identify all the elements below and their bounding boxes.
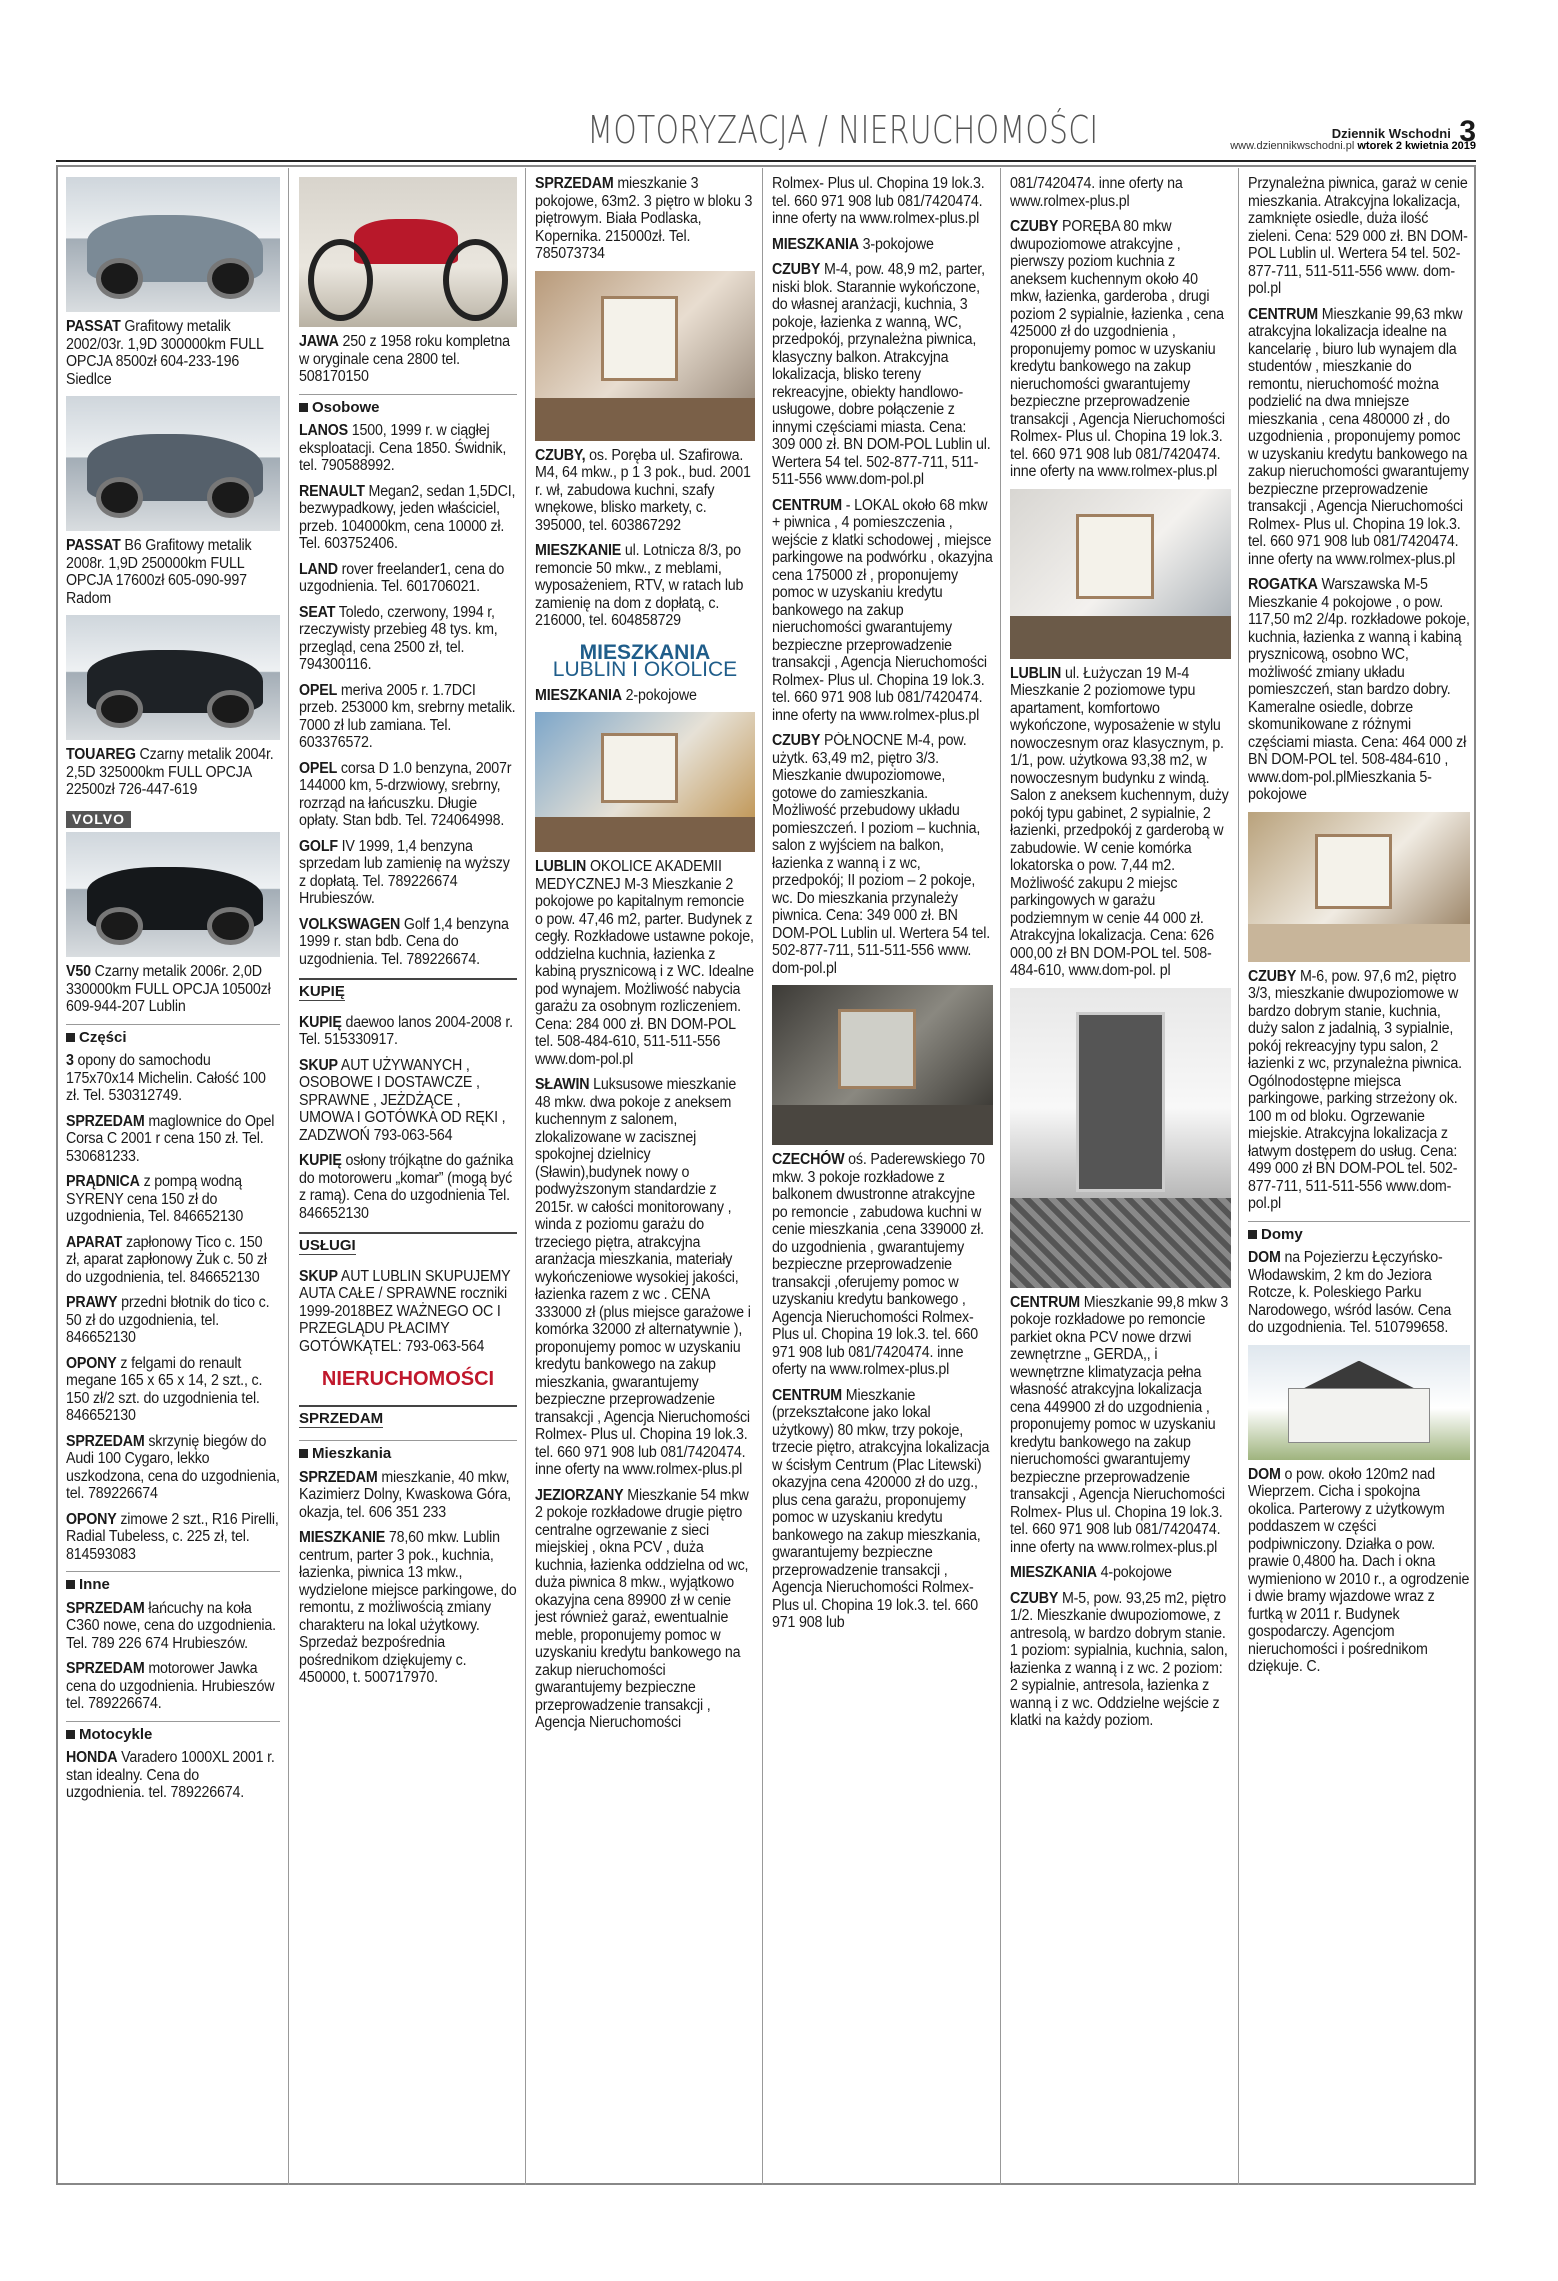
square-bullet-icon	[1248, 1230, 1257, 1239]
column-2	[297, 175, 519, 2185]
category-heading: Domy	[1248, 1221, 1470, 1244]
listing-ad: HONDA Varadero 1000XL 2001 r. stan idealny. Cena do uzgodnienia. tel. 789226674.	[66, 1749, 275, 1801]
apartment-photo	[772, 985, 993, 1145]
listing-ad: V50 Czarny metalik 2006r. 2,0D 330000km FULL OPCJA 10500zł 609-944-207 Lublin	[66, 963, 271, 1015]
listing-ad: CZUBY, os. Poręba ul. Szafirowa. M4, 64 mkw., p 1 3 pok., bud. 2001 r. wł, zabudowa kuchni, szafy wnękowe, blisko markety, c. 395000, tel. 603867292	[535, 446, 751, 534]
listing-ad: Rolmex- Plus ul. Chopina 19 lok.3. tel. 660 971 908 lub 081/7420474. inne oferty na www.rolmex-plus.pl	[772, 175, 985, 227]
column-3	[533, 175, 757, 2185]
section-heading-flats: MIESZKANIA LUBLIN I OKOLICE	[552, 640, 738, 681]
listing-ad: Przynależna piwnica, garaż w cenie mieszkania. Atrakcyjna lokalizacja, zamknięte osiedle, duża ilość zieleni. Cena: 529 000 zł. BN DOM-POL Lublin ul. Wertera 54 tel. 502-877-711, 511-511-556 www. dom-pol.pl	[1248, 175, 1468, 297]
column-6	[1246, 175, 1472, 2185]
header-rule	[56, 160, 1476, 162]
listing-ad: VOLKSWAGEN Golf 1,4 benzyna 1999 r. stan bdb. Cena do uzgodnienia. Tel. 789226674.	[299, 915, 509, 968]
listing-ad: SKUP AUT UŻYWANYCH , OSOBOWE I DOSTAWCZE , SPRAWNE , JEŻDŻĄCE , UMOWA I GOTÓWKA OD RĘKI , ZADZWOŃ 793-063-564	[299, 1056, 506, 1144]
column-5	[1008, 175, 1233, 2185]
listing-ad: SŁAWIN Luksusowe mieszkanie 48 mkw. dwa pokoje z aneksem kuchennym z salonem, zlokalizowane w zacisznej spokojnej dzielnicy (Sławin),budynek nowy o podwyższonym standardzie z 2015r. w całości monitorowany , winda z poziomu garażu do trzeciego piętra, atrakcyjna aranżacja mieszkania, materiały wykończeniowe wysokiej jakości, łazienka razem z wc . CENA 333000 zł (plus miejsce garażowe i komórka 32000 zł alternatywnie ), proponujemy pomoc w uzyskaniu kredytu bankowego na zakup mieszkania, gwarantujemy bezpieczne przeprowadzenie transakcji , Agencja Nieruchomości Rolmex- Plus ul. Chopina 19 lok.3. tel. 660 971 908 lub 081/7420474. inne oferty na www.rolmex-plus.pl	[535, 1076, 751, 1478]
listing-ad: CZUBY M-4, pow. 48,9 m2, parter, niski blok. Starannie wykończone, do własnej aranżacji, kuchnia, 3 pokoje, łazienka z wanną, WC, przedpokój, przynależna piwnica, klasyczny balkon. Atrakcyjna lokalizacja, blisko tereny rekreacyjne, obiekty handlowo-usługowe, dobre połączenie z innymi częściami miasta. Cena: 309 000 zł. BN DOM-POL Lublin ul. Wertera 54 tel. 502-877-711, 511-511-556 www.dom-pol.pl	[772, 261, 991, 488]
paper-info	[1230, 112, 1476, 152]
listing-ad: SPRZEDAM mieszkanie, 40 mkw, Kazimierz Dolny, Kwaskowa Góra, okazja, tel. 606 351 233	[299, 1468, 511, 1521]
listing-ad: CENTRUM Mieszkanie 99,63 mkw atrakcyjna lokalizacja idealne na kancelarię , biuro lub wynajem dla studentów , mieszkanie do remontu, nieruchomość można podzielić na dwa mniejsze mieszkania , cena 480000 zł , do uzgodnienia , proponujemy pomoc w uzyskaniu kredytu bankowego na zakup nieruchomości gwarantujemy bezpieczne przeprowadzenie transakcji , Agencja Nieruchomości Rolmex- Plus ul. Chopina 19 lok.3. tel. 660 971 908 lub 081/7420474. inne oferty na www.rolmex-plus.pl	[1248, 305, 1469, 568]
square-bullet-icon	[299, 403, 308, 412]
listing-ad: SPRZEDAM maglownice do Opel Corsa C 2001 r cena 150 zł. Tel. 530681233.	[66, 1112, 275, 1165]
listing-ad: KUPIĘ daewoo lanos 2004-2008 r. Tel. 515330917.	[299, 1013, 513, 1048]
listing-ad: SPRZEDAM motorower Jawka cena do uzgodnienia. Hrubieszów tel. 789226674.	[66, 1660, 275, 1712]
listing-ad: SPRZEDAM skrzynię biegów do Audi 100 Cygaro, lekko uszkodzona, cena do uzgodnienia, tel. 789226674	[66, 1432, 280, 1502]
listing-ad: 081/7420474. inne oferty na www.rolmex-plus.pl	[1010, 175, 1183, 210]
square-bullet-icon	[66, 1580, 75, 1589]
listing-ad: CZUBY PÓŁNOCNE M-4, pow. użytk. 63,49 m2, piętro 3/3. Mieszkanie dwupoziomowe, gotowe do zamieszkania. Możliwość przebudowy układu pomieszczeń. I poziom – kuchnia, salon z wyjściem na balkon, łazienka z wanną i z wc, przedpokój; II poziom – 2 pokoje, wc. Do mieszkania przynależy piwnica. Cena: 349 000 zł. BN DOM-POL Lublin ul. Wertera 54 tel. 502-877-711, 511-511-556 www. dom-pol.pl	[772, 732, 991, 977]
section-heading-real-estate: NIERUCHOMOŚCI	[321, 1368, 495, 1390]
column-separator	[1000, 168, 1001, 2185]
column-separator	[525, 168, 526, 2185]
listing-ad: CZECHÓW oś. Paderewskiego 70 mkw. 3 pokoje rozkładowe z balkonem dwustronne atrakcyjne po remoncie , zabudowa kuchni w cenie mieszkania ,cena 339000 zł. do uzgodnienia , gwarantujemy bezpieczne przeprowadzenie transakcji ,oferujemy pomoc w uzyskaniu kredytu bankowego , Agencja Nieruchomości Rolmex- Plus ul. Chopina 19 lok.3. tel. 660 971 908 lub 081/7420474. inne oferty na www.rolmex-plus.pl	[772, 1151, 985, 1378]
apartment-photo	[535, 712, 755, 852]
column-separator	[762, 168, 763, 2185]
motorcycle-photo	[299, 177, 517, 327]
paper-name: Dziennik Wschodni	[1331, 126, 1451, 141]
category-heading: Motocykle	[66, 1721, 280, 1744]
listing-ad: CZUBY M-6, pow. 97,6 m2, piętro 3/3, mieszkanie dwupoziomowe w bardzo dobrym stanie, kuchnia, duży salon z jadalnią, 3 sypialnie, pokój rekreacyjny typu salon, 2 łazienki z wc, przynależna piwnica. Ogólnodostępne miejsca parkingowe, parking strzeżony ok. 100 m od bloku. Ogrzewanie miejskie. Atrakcyjna lokalizacja z łatwym dostępem do usług. Cena: 499 000 zł BN DOM-POL tel. 502-877-711, 511-511-556 www.dom-pol.pl	[1248, 967, 1462, 1212]
listing-ad: JEZIORZANY Mieszkanie 54 mkw 2 pokoje rozkładowe drugie piętro centralne ogrzewanie z sieci miejskiej , okna PCV , duża kuchnia, łazienka oddzielna od wc, duża piwnica 8 mkw., wyjątkowo okazyjna cena 89900 zł w cenie jest również garaż, ewentualnie meble, proponujemy pomoc w uzyskaniu kredytu bankowego na zakup nieruchomości gwarantujemy bezpieczne przeprowadzenie transakcji , Agencja Nieruchomości	[535, 1486, 749, 1731]
listing-ad: KUPIĘ osłony trójkątne do gaźnika do motoroweru „komar” (mogą być z ramą). Cena do uzgodnienia Tel. 846652130	[299, 1152, 514, 1222]
listing-ad: DOM na Pojezierzu Łęczyńsko-Włodawskim, 2 km do Jeziora Rotcze, k. Poleskiego Parku Narodowego, wśród lasów. Cena do uzgodnienia. Tel. 510799658.	[1248, 1249, 1452, 1336]
listing-ad: LUBLIN OKOLICE AKADEMII MEDYCZNEJ M-3 Mieszkanie 2 pokojowe po kapitalnym remoncie o pow. 47,46 m2, parter. Budynek z cegły. Rozkładowe ustawne pokoje, oddzielna kuchnia, łazienka z kabiną prysznicową i z WC. Idealne pod wynajem. Możliwość nabycia garażu za osobnym rozliczeniem. Cena: 284 000 zł. BN DOM-POL tel. 508-484-610, 511-511-556 www.dom-pol.pl	[535, 858, 754, 1068]
listing-ad: RENAULT Megan2, sedan 1,5DCI, bezwypadkowy, jeden właściciel, przeb. 104000km, cena 10000 zł. Tel. 603752406.	[299, 482, 516, 552]
listing-ad: PRĄDNICA z pompą wodną SYRENY cena 150 zł do uzgodnienia, Tel. 846652130	[66, 1173, 244, 1225]
car-photo	[66, 396, 280, 531]
category-heading: Inne	[66, 1571, 280, 1594]
listing-ad: SEAT Toledo, czerwony, 1994 r, rzeczywisty przebieg 48 tys. km, przegląd, cena 2500 zł, tel. 794300116.	[299, 603, 498, 673]
subcategory-heading: MIESZKANIA 3-pokojowe	[772, 235, 934, 253]
brand-tag-volvo: VOLVO	[66, 811, 131, 829]
page-number: 3	[1459, 115, 1476, 148]
listing-ad: OPONY z felgami do renault megane 165 x 65 x 14, 2 szt., c. 150 zł/2 szt. do uzgodnienia tel. 846652130	[66, 1354, 263, 1424]
column-separator	[1238, 168, 1239, 2185]
apartment-photo	[1248, 812, 1470, 962]
listing-ad: 3 opony do samochodu 175x70x14 Michelin. Całość 100 zł. Tel. 530312749.	[66, 1052, 266, 1104]
listing-ad: PRAWY przedni błotnik do tico c. 50 zł do uzgodnienia, tel. 846652130	[66, 1294, 270, 1346]
listing-ad: PASSAT Grafitowy metalik 2002/03r. 1,9D 300000km FULL OPCJA 8500zł 604-233-196 Siedlce	[66, 318, 264, 388]
listing-ad: LANOS 1500, 1999 r. w ciągłej eksploatacji. Cena 1850. Świdnik, tel. 790588992.	[299, 422, 507, 474]
listing-ad: LUBLIN ul. Łużyczan 19 M-4 Mieszkanie 2 poziomowe typu apartament, komfortowo wykończone, wyposażenie w stylu nowoczesnym oraz klasycznym, p. 1/1, pow. użytkowa 93,38 m2, w nowoczesnym budynku z windą. Salon z aneksem kuchennym, duży pokój typu gabinet, 2 sypialnie, 2 łazienki, przedpokój z garderobą w zabudowie. W cenie komórka lokatorska o pow. 7,44 m2. Możliwość zakupu 2 miejsc parkingowych w garażu podziemnym w cenie 44 000 zł. Atrakcyjna lokalizacja. Cena: 626 000,00 zł BN DOM-POL tel. 508-484-610, www.dom-pol. pl	[1010, 664, 1229, 979]
car-photo	[66, 832, 280, 957]
column-4	[770, 175, 995, 2185]
listing-ad: CENTRUM Mieszkanie (przekształcone jako lokal użytkowy) 80 mkw, trzy pokoje, trzecie piętro, atrakcyjna lokalizacja w ścisłym Centrum (Plac Litewski) okazyjna cena 420000 zł do uzg., plus cena garażu, proponujemy pomoc w uzyskaniu kredytu bankowego na zakup mieszkania, gwarantujemy bezpieczne przeprowadzenie transakcji , Agencja Nieruchomości Rolmex- Plus ul. Chopina 19 lok.3. tel. 660 971 908 lub	[772, 1386, 990, 1631]
issue-date: wtorek 2 kwietnia 2019	[1357, 140, 1476, 152]
category-heading: Części	[66, 1024, 280, 1047]
listing-ad: CENTRUM - LOKAL około 68 mkw + piwnica , 4 pomieszczenia , wejście z klatki schodowej , miejsce parkingowe na podwórku , okazyjna cena 175000 zł , proponujemy pomoc w uzyskaniu kredytu bankowego na zakup nieruchomości gwarantujemy bezpieczne przeprowadzenie transakcji , Agencja Nieruchomości Rolmex- Plus ul. Chopina 19 lok.3. tel. 660 971 908 lub 081/7420474. inne oferty na www.rolmex-plus.pl	[772, 496, 993, 724]
listing-ad: TOUAREG Czarny metalik 2004r. 2,5D 325000km FULL OPCJA 22500zł 726-447-619	[66, 746, 274, 798]
listing-ad: SKUP AUT LUBLIN SKUPUJEMY AUTA CAŁE / SPRAWNE roczniki 1999-2018BEZ WAŻNEGO OC I PRZEGLĄDU PŁACIMY GOTÓWKĄTEL: 793-063-564	[299, 1267, 511, 1355]
house-photo	[1248, 1345, 1470, 1460]
listing-ad: LAND rover freelander1, cena do uzgodnienia. Tel. 601706021.	[299, 560, 505, 595]
listing-ad: CZUBY PORĘBA 80 mkw dwupoziomowe atrakcyjne , pierwszy poziom kuchnia z aneksem kuchennym około 40 mkw, łazienka, garderoba , drugi poziom 2 sypialnie, łazienka , cena 425000 zł do uzgodnienia , proponujemy pomoc w uzyskaniu kredytu bankowego na zakup nieruchomości gwarantujemy bezpieczne przeprowadzenie transakcji , Agencja Nieruchomości Rolmex- Plus ul. Chopina 19 lok.3. tel. 660 971 908 lub 081/7420474. inne oferty na www.rolmex-plus.pl	[1010, 218, 1225, 480]
listing-ad: OPEL corsa D 1.0 benzyna, 2007r 144000 km, 5-drzwiowy, srebrny, rozrząd na łańcuszku. Długie opłaty. Stan bdb. Tel. 724064998.	[299, 759, 512, 829]
subcategory-heading: MIESZKANIA 4-pokojowe	[1010, 1564, 1172, 1581]
column-separator	[288, 168, 289, 2185]
subcategory-heading: MIESZKANIA 2-pokojowe	[535, 686, 697, 704]
listing-ad: APARAT zapłonowy Tico c. 150 zł, aparat zapłonowy Żuk c. 50 zł do uzgodnienia, tel. 846652130	[66, 1233, 267, 1286]
listing-ad: SPRZEDAM łańcuchy na koła C360 nowe, cena do uzgodnienia. Tel. 789 226 674 Hrubieszów.	[66, 1599, 276, 1652]
apartment-photo	[535, 271, 755, 441]
section-box-title: SPRZEDAM	[299, 1405, 517, 1431]
apartment-photo	[1010, 489, 1231, 659]
section-box-title: KUPIĘ	[299, 978, 517, 1004]
listing-ad: MIESZKANIE ul. Lotnicza 8/3, po remoncie 50 mkw., z meblami, wyposażeniem, RTV, w ratach lub zamienię na dom z dopłatą, c. 216000, tel. 604858729	[535, 542, 744, 629]
page-header	[56, 108, 1476, 158]
section-title: MOTORYZACJA / NIERUCHOMOŚCI	[587, 108, 1099, 152]
apartment-photo	[1010, 988, 1231, 1288]
paper-url-date	[1230, 140, 1476, 152]
listing-ad: CENTRUM Mieszkanie 99,8 mkw 3 pokoje rozkładowe po remoncie parkiet okna PCV nowe drzwi zewnętrzne „ GERDA,, i wewnętrzne klimatyzacja pełna własność atrakcyjna lokalizacja cena 449900 zł do uzgodnienia , proponujemy pomoc w uzyskaniu kredytu bankowego na zakup nieruchomości gwarantujemy bezpieczne przeprowadzenie transakcji , Agencja Nieruchomości Rolmex- Plus ul. Chopina 19 lok.3. tel. 660 971 908 lub 081/7420474. inne oferty na www.rolmex-plus.pl	[1010, 1293, 1229, 1556]
square-bullet-icon	[66, 1033, 75, 1042]
listing-ad: OPEL meriva 2005 r. 1.7DCI przeb. 253000 km, srebrny metalik. 7000 zł lub zamiana. Tel. 603376572.	[299, 681, 516, 751]
listing-ad: OPONY zimowe 2 szt., R16 Pirelli, Radial Tubeless, c. 225 zł, tel. 814593083	[66, 1510, 279, 1563]
square-bullet-icon	[66, 1730, 75, 1739]
listing-ad: GOLF IV 1999, 1,4 benzyna sprzedam lub zamienię na wyższy z dopłatą. Tel. 789226674 Hrubieszów.	[299, 837, 510, 907]
listing-ad: PASSAT B6 Grafitowy metalik 2008r. 1,9D 250000km FULL OPCJA 17600zł 605-090-997 Radom	[66, 537, 252, 607]
car-photo	[66, 177, 280, 312]
car-photo	[66, 615, 280, 740]
listing-ad: JAWA 250 z 1958 roku kompletna w oryginale cena 2800 tel. 508170150	[299, 333, 510, 385]
paper-url[interactable]: www.dziennikwschodni.pl	[1230, 140, 1355, 152]
section-box-title: USŁUGI	[299, 1232, 517, 1258]
listing-ad: MIESZKANIE 78,60 mkw. Lublin centrum, parter 3 pok., kuchnia, łazienka, piwnica 13 mkw., wydzielone miejsce parkingowe, do remontu, z możliwością zmiany charakteru na lokal użytkowy. Sprzedaż bezpośrednia pośrednikom dziękujemy c. 450000, t. 500717970.	[299, 1529, 517, 1686]
category-heading: Mieszkania	[299, 1440, 517, 1463]
category-heading: Osobowe	[299, 394, 517, 417]
listing-ad: DOM o pow. około 120m2 nad Wieprzem. Cicha i spokojna okolica. Parterowy z użytkowym poddaszem w części podpiwniczony. Działka o pow. prawie 0,4800 ha. Dach i okna wymieniono w 2010 r., a ogrodzenie i dwie bramy wjazdowe wraz z furtką w 2011 r. Budynek gospodarczy. Agencjom nieruchomości i pośrednikom dziękuje. C.	[1248, 1465, 1470, 1675]
listing-ad: CZUBY M-5, pow. 93,25 m2, piętro 1/2. Mieszkanie dwupoziomowe, z antresolą, w bardzo dobrym stanie. 1 poziom: sypialnia, kuchnia, salon, łazienka z wanną i z wc. 2 poziom: 2 sypialnie, antresola, łazienka z wanną i z wc. Oddzielne wejście z klatki na każdy poziom.	[1010, 1589, 1228, 1729]
column-1	[64, 175, 282, 2185]
listing-ad: ROGATKA Warszawska M-5 Mieszkanie 4 pokojowe , o pow. 117,50 m2 2/4p. rozkładowe pokoje, kuchnia, łazienka z wanną i kabiną prysznicową, osobno WC, możliwość zmiany układu pomieszczeń, stan bardzo dobry. Kameralne osiedle, dobrze skomunikowane z różnymi częściami miasta. Cena: 464 000 zł BN DOM-POL tel. 508-484-610 , www.dom-pol.plMieszkania 5-pokojowe	[1248, 576, 1470, 803]
square-bullet-icon	[299, 1449, 308, 1458]
listing-ad: SPRZEDAM mieszkanie 3 pokojowe, 63m2. 3 piętro w bloku 3 piętrowym. Biała Podlaska, Kopernika. 215000zł. Tel. 785073734	[535, 175, 753, 262]
